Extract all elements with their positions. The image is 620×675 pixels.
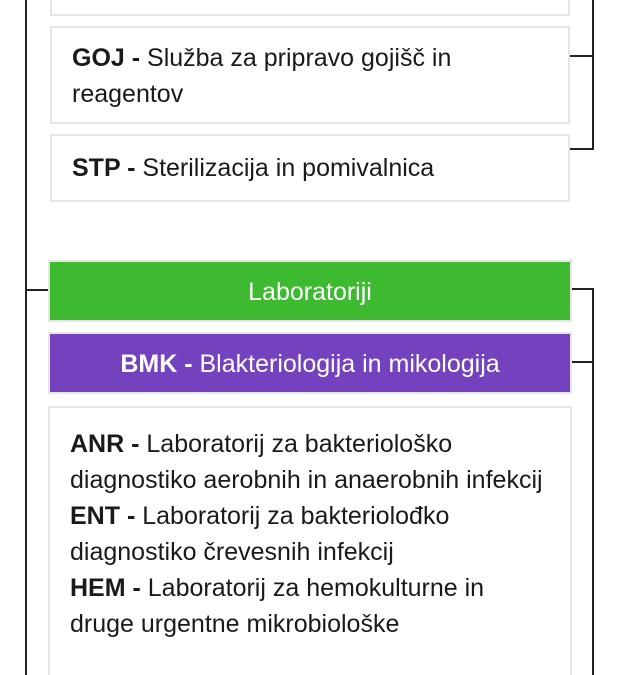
department-name: Blakteriologija in mikologija — [192, 350, 500, 378]
right-connector-line-upper — [592, 0, 594, 150]
bmk-branch-line — [572, 361, 594, 363]
service-card-goj[interactable] — [50, 26, 570, 124]
lab-code: ENT - — [70, 502, 136, 530]
list-item[interactable] — [70, 570, 550, 642]
left-branch-line — [25, 289, 49, 291]
service-card-partial — [50, 0, 570, 16]
service-code: GOJ - — [72, 44, 141, 72]
service-code: STP - — [72, 154, 136, 182]
lab-code: ANR - — [70, 430, 140, 458]
stp-branch-line — [570, 148, 594, 150]
lab-code: HEM - — [70, 574, 141, 602]
lab-list-card — [48, 406, 572, 675]
lab-name: Laboratorij za bakteriolođko diagnostiko črevesnih infekcij — [70, 502, 450, 566]
lab-branch-line — [572, 288, 594, 290]
department-header-bmk[interactable] — [48, 332, 572, 394]
service-name: Služba za pripravo gojišč in reagentov — [72, 44, 452, 108]
list-item[interactable] — [70, 498, 550, 570]
laboratories-header-label: Laboratoriji — [248, 278, 372, 306]
goj-branch-line — [570, 55, 594, 57]
left-connector-line — [25, 0, 27, 675]
laboratories-header[interactable] — [48, 260, 572, 322]
right-connector-line-lower — [592, 288, 594, 675]
lab-name: Laboratorij za bakteriološko diagnostiko aerobnih in anaerobnih infekcij — [70, 430, 543, 494]
department-code: BMK - — [120, 350, 193, 378]
service-name: Sterilizacija in pomivalnica — [135, 154, 435, 182]
lab-name: Laboratorij za hemokulturne in druge urgentne mikrobiološke — [70, 574, 485, 638]
list-item[interactable] — [70, 426, 550, 498]
service-card-stp[interactable] — [50, 134, 570, 202]
